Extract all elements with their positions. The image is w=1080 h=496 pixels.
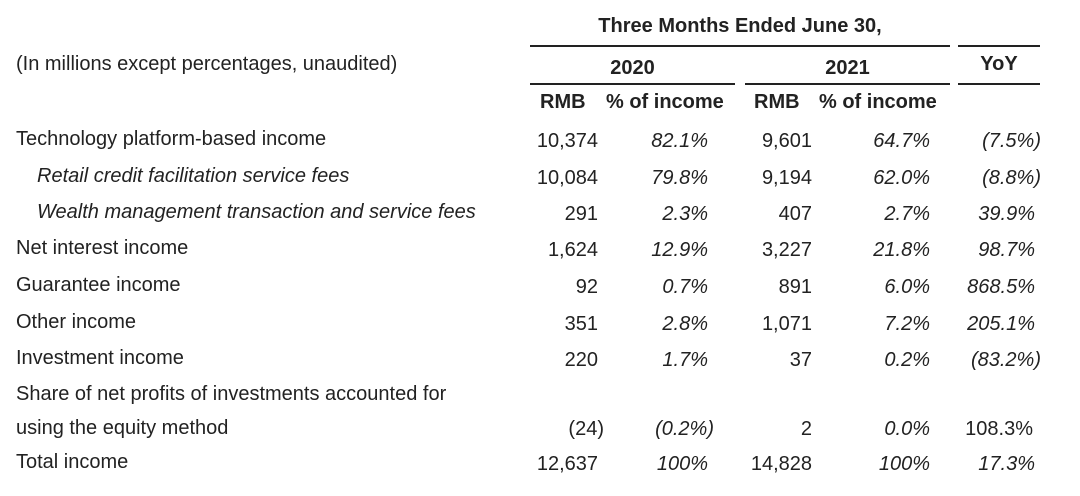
period-title: Three Months Ended June 30, [598,15,882,37]
row-pct-2020: 82.1% [651,130,708,152]
row-pct-2020: 79.8% [651,167,708,189]
row-rmb-2021: 37 [789,349,812,371]
row-yoy: 98.7% [978,239,1035,261]
row-label: using the equity method [16,417,229,439]
row-yoy: (8.8%) [982,167,1041,189]
year-2020-header: 2020 [610,57,655,79]
yoy-top-rule [958,45,1040,47]
row-rmb-2021: 3,227 [761,239,812,261]
period-rule [530,45,950,47]
row-pct-2021: 64.7% [873,130,930,152]
row-rmb-2020: 220 [564,349,598,371]
row-rmb-2020: 1,624 [547,239,598,261]
row-rmb-2020: (24) [568,418,604,440]
row-yoy: (83.2%) [970,349,1041,371]
row-rmb-2021: 2 [800,418,812,440]
row-rmb-2020: 10,374 [536,130,598,152]
row-label: Other income [16,311,137,333]
row-pct-2020: (0.2%) [655,418,714,440]
row-label: Total income [16,451,129,473]
row-rmb-2021: 14,828 [750,453,812,475]
row-label: Guarantee income [16,274,181,296]
row-pct-2020: 2.8% [662,313,708,335]
row-pct-2021: 0.2% [884,349,930,371]
row-pct-2021: 62.0% [873,167,930,189]
row-pct-2021: 6.0% [884,276,930,298]
row-pct-2020: 12.9% [651,239,708,261]
row-rmb-2020: 351 [564,313,598,335]
row-label: Technology platform-based income [16,128,327,150]
row-yoy: 205.1% [967,313,1035,335]
row-pct-2021: 0.0% [884,418,930,440]
row-pct-2021: 100% [878,453,930,475]
row-pct-2020: 2.3% [662,203,708,225]
row-rmb-2021: 9,194 [761,167,812,189]
row-yoy: 39.9% [978,203,1035,225]
row-yoy: (7.5%) [982,130,1041,152]
year-2021-header: 2021 [825,57,870,79]
row-pct-2020: 1.7% [662,349,708,371]
pct-2021-header: % of income [819,91,937,113]
row-rmb-2021: 891 [778,276,812,298]
row-label: Investment income [16,347,184,369]
pct-2020-header: % of income [606,91,724,113]
row-label: Retail credit facilitation service fees [37,165,350,187]
row-rmb-2020: 12,637 [536,453,598,475]
row-rmb-2020: 10,084 [536,167,598,189]
year-2020-rule [530,83,735,85]
row-pct-2020: 100% [656,453,708,475]
year-2021-rule [745,83,950,85]
row-rmb-2021: 1,071 [761,313,812,335]
units-note: (In millions except percentages, unaudited) [16,53,398,75]
row-rmb-2020: 291 [564,203,598,225]
row-rmb-2021: 407 [778,203,812,225]
row-label: Net interest income [16,237,189,259]
rmb-2020-header: RMB [540,91,586,113]
row-yoy: 17.3% [978,453,1035,475]
row-yoy: 108.3% [965,418,1033,440]
rmb-2021-header: RMB [754,91,800,113]
row-label: Wealth management transaction and service fees [37,201,476,223]
row-yoy: 868.5% [967,276,1035,298]
yoy-rule [958,83,1040,85]
row-pct-2021: 21.8% [873,239,930,261]
row-rmb-2021: 9,601 [761,130,812,152]
row-pct-2020: 0.7% [662,276,708,298]
yoy-header: YoY [980,53,1018,75]
row-rmb-2020: 92 [575,276,598,298]
row-pct-2021: 2.7% [884,203,930,225]
row-pct-2021: 7.2% [884,313,930,335]
row-label-line1: Share of net profits of investments accounted for [16,383,447,405]
